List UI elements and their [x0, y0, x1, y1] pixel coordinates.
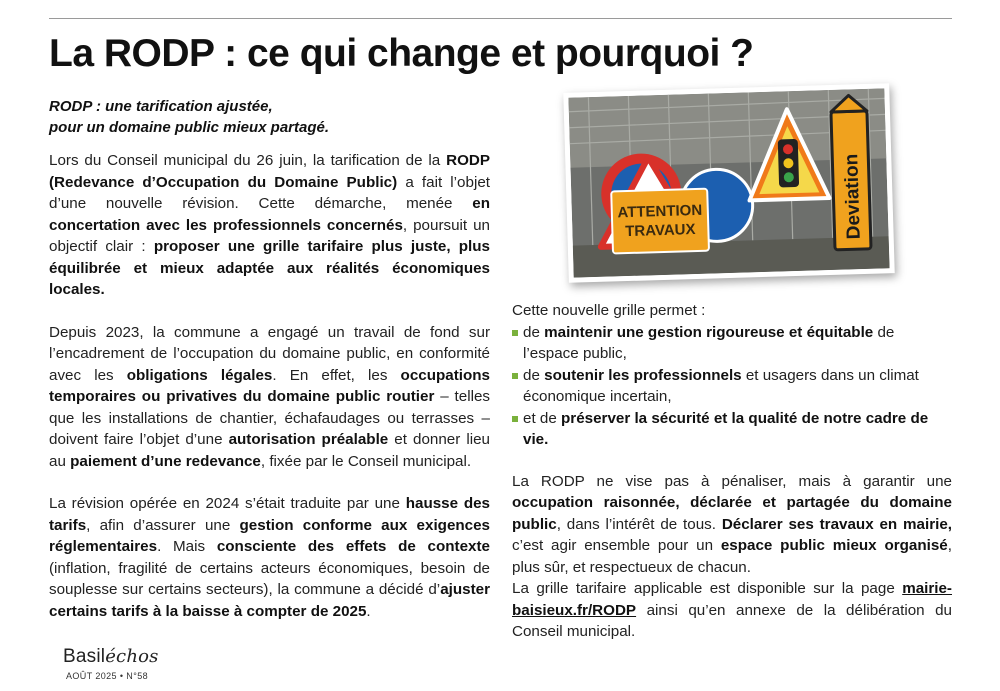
list-item: de maintenir une gestion rigoureuse et équitable de l’espace public,: [512, 322, 952, 365]
paragraph-intro: Lors du Conseil municipal du 26 juin, la tarification de la RODP (Redevance d’Occupation du Domaine Public) a fait l’objet d’une nouvelle révision. Cette démarche, menée en concertation avec les professionnels concernés, poursuit un objectif clair : proposer une grille tarifaire plus juste, plus équilibrée et mieux adaptée aux réalités économiques locales.: [49, 152, 490, 298]
subtitle-line-1: RODP : une tarification ajustée,: [49, 98, 273, 115]
roadwork-signs-illustration: [568, 88, 889, 277]
magazine-logo: Basiléchos: [63, 646, 159, 667]
subtitle-line-2: pour un domaine public mieux partagé.: [49, 119, 330, 136]
rodp-page-link[interactable]: mairie-baisieux.fr/RODP: [512, 580, 952, 619]
list-item: et de préserver la sécurité et la qualité de notre cadre de vie.: [512, 408, 952, 451]
paragraph-context: Depuis 2023, la commune a engagé un travail de fond sur l’encadrement de l’occupation du domaine public, en conformité avec les obligations légales. En effet, les occupations temporaires ou privatives du domaine public routier – telles que les installations de chantier, échafaudages ou terrasses – doivent faire l’objet d’une autorisation préalable et donner lieu au paiement d’une redevance, fixée par le Conseil municipal.: [49, 323, 490, 470]
article-subtitle: [49, 96, 489, 138]
grid-benefits-list: [512, 322, 952, 451]
issue-label: AOÛT 2025 • N°58: [66, 671, 149, 681]
paragraph-revision: La révision opérée en 2024 s’était traduite par une hausse des tarifs, afin d’assurer une gestion conforme aux exigences réglementaires. Mais consciente des effets de contexte (inflation, fragilité de certains acteurs économiques, besoin de souplesse sur certains secteurs), la commune a décidé d’ajuster certains tarifs à la baisse à compter de 2025.: [49, 495, 491, 620]
article-title: La RODP : ce qui change et pourquoi ?: [49, 32, 754, 75]
paragraph-purpose: La RODP ne vise pas à pénaliser, mais à garantir une occupation raisonnée, déclarée et partagée du domaine public, dans l’intérêt de tous. Déclarer ses travaux en mairie, c’est agir ensemble pour un espace public mieux organisé, plus sûr, et respectueux de chacun.: [512, 472, 952, 576]
roadwork-signs-photo: [563, 83, 894, 283]
sign-attention-line2: TRAVAUX: [625, 221, 696, 241]
sign-deviation-label: Deviation: [841, 153, 865, 240]
list-item: de soutenir les professionnels et usagers dans un climat économique incertain,: [512, 365, 952, 408]
top-divider: [49, 18, 952, 19]
left-column: [49, 150, 490, 622]
grid-intro: Cette nouvelle grille permet :: [512, 302, 706, 319]
right-column: [512, 300, 952, 643]
sign-attention-line1: ATTENTION: [617, 201, 703, 222]
paragraph-availability: La grille tarifaire applicable est disponible sur la page mairie-baisieux.fr/RODP ainsi qu’en annexe de la délibération du Conseil municipal.: [512, 580, 952, 640]
